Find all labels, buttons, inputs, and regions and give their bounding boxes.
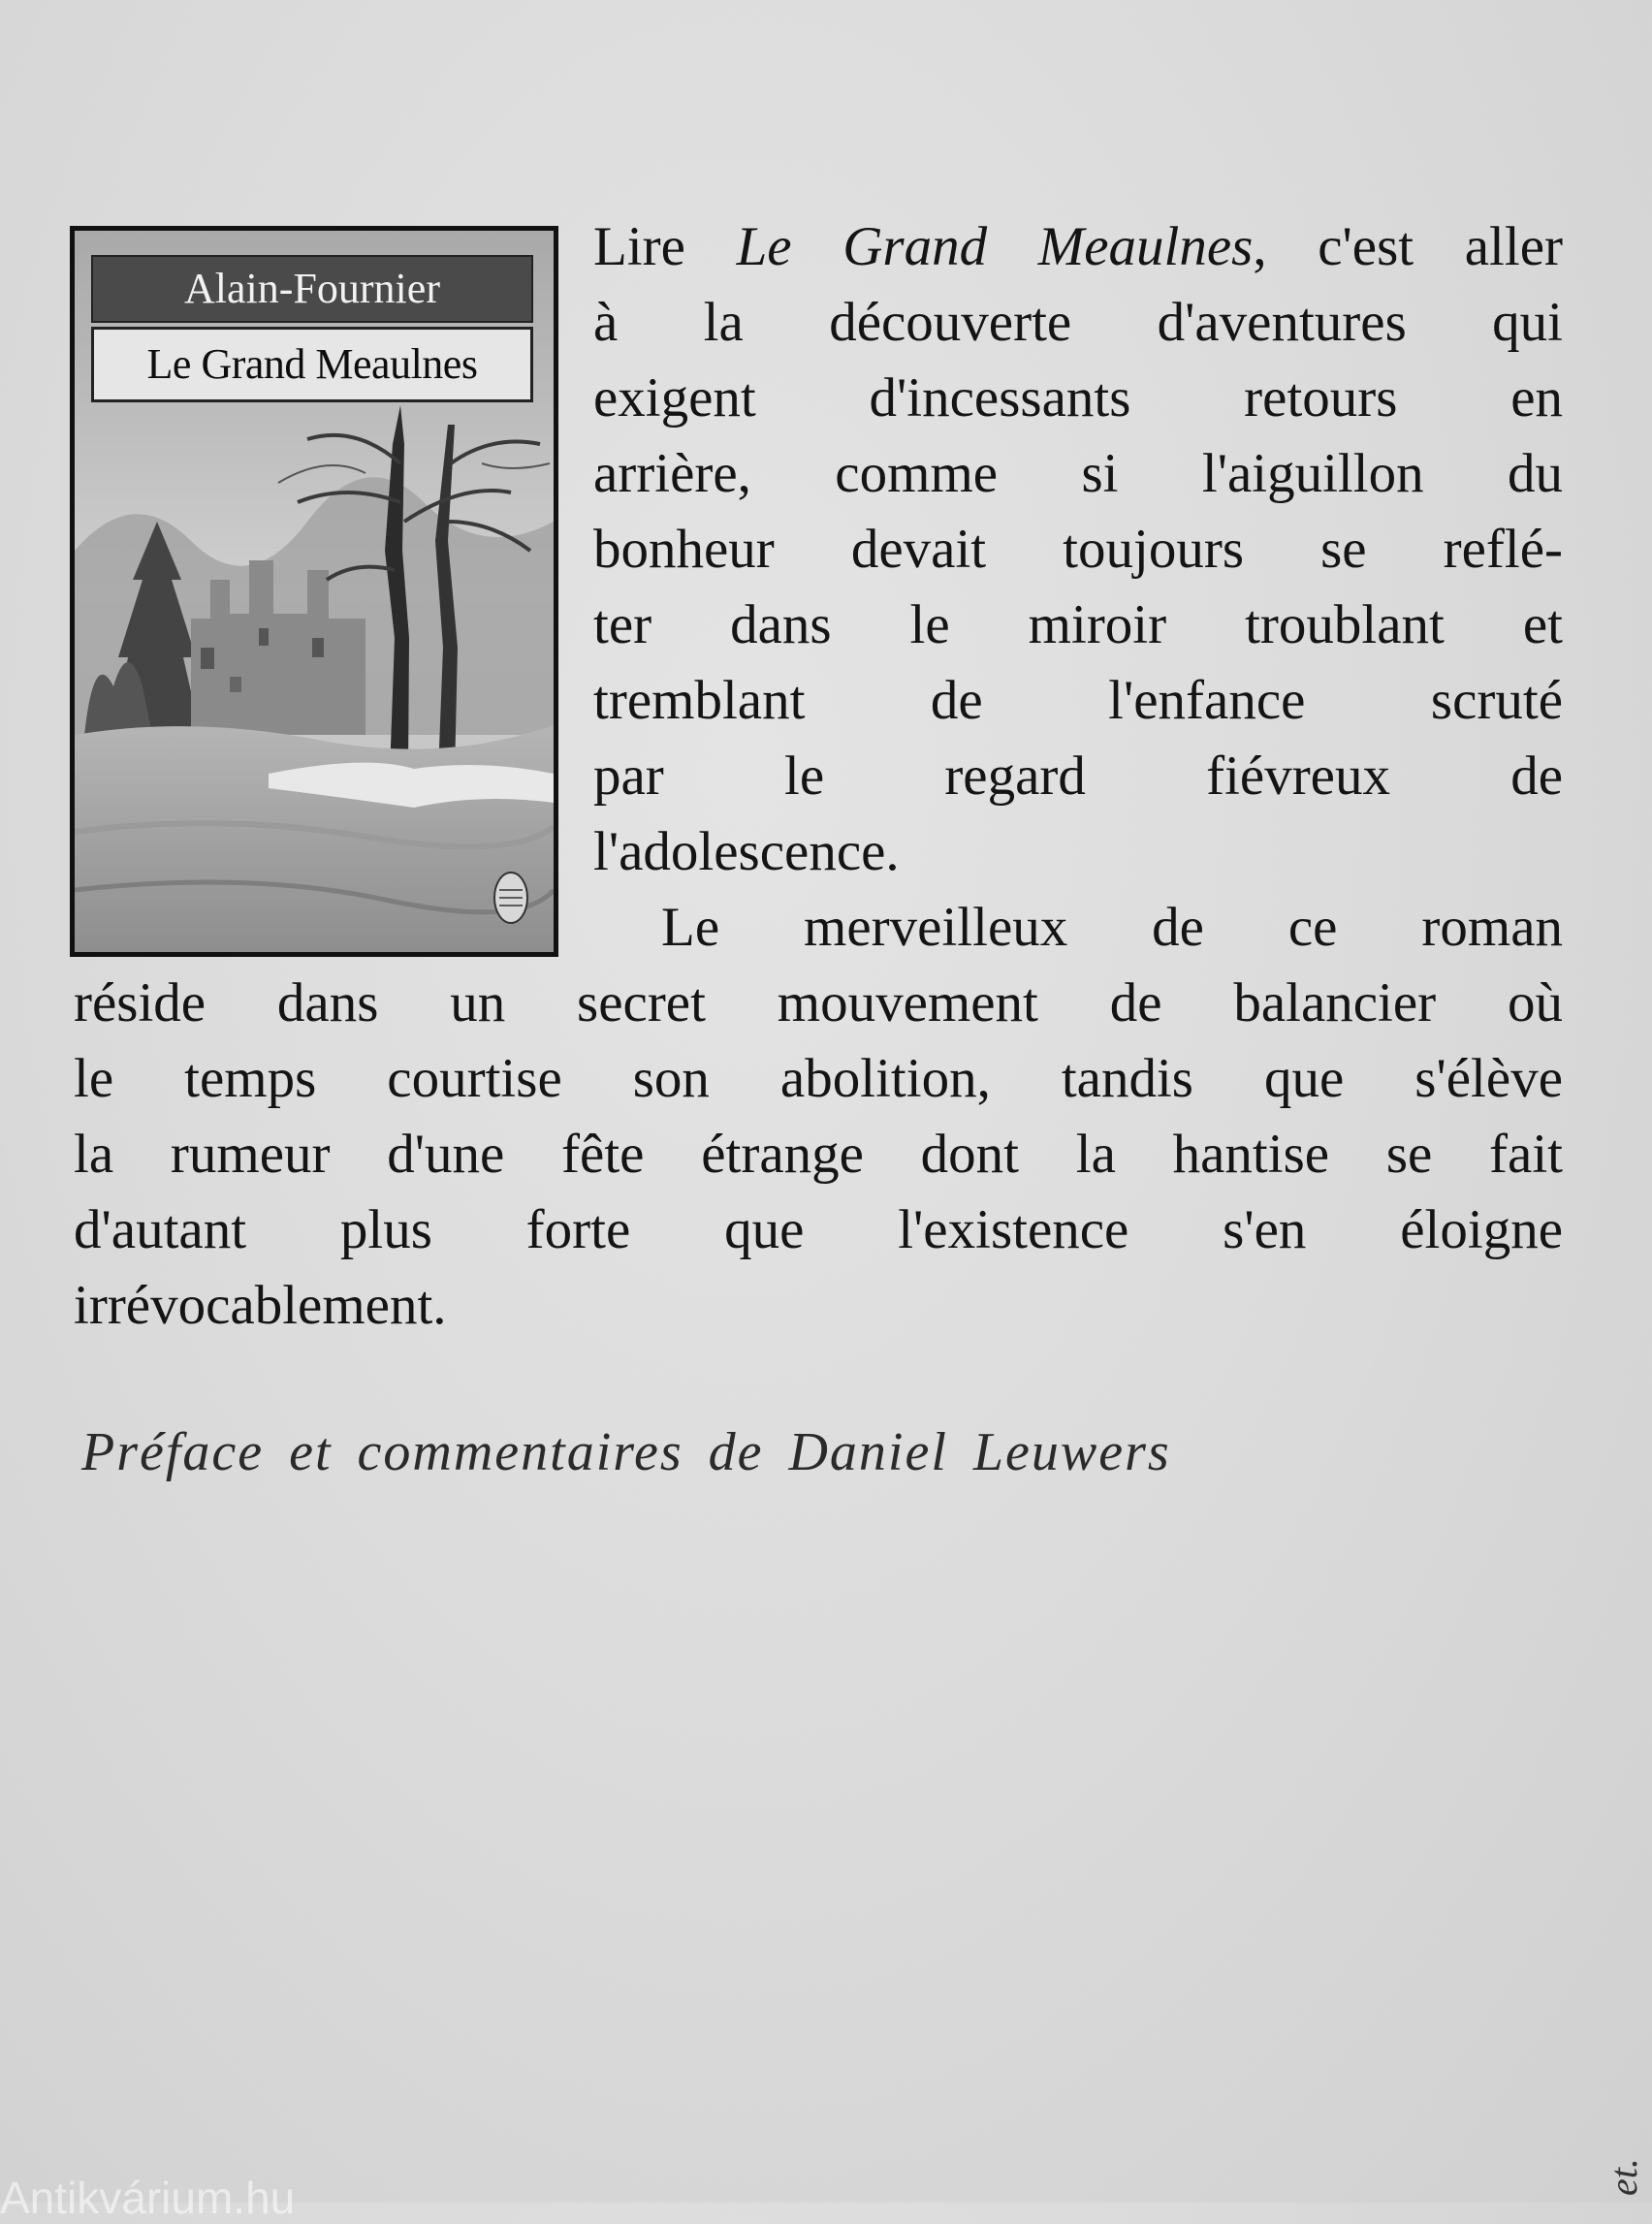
para1-line-7: tremblant de l'enfance scruté (593, 670, 1563, 731)
para1-line-4: arrière, comme si l'aiguillon du (593, 443, 1563, 504)
para2-line-2: réside dans un secret mouvement de balancier où (74, 972, 1563, 1033)
para2-line-1: Le merveilleux de ce roman (661, 897, 1563, 958)
para2-line-5: d'autant plus forte que l'existence s'en éloigne (74, 1199, 1563, 1260)
para1-line-6: ter dans le miroir troublant et (593, 594, 1563, 655)
para1-line-9: l'adolescence. (593, 821, 900, 882)
watermark: Antikvárium.hu (0, 2173, 296, 2223)
book-title-italic: Le Grand Meaulnes (736, 216, 1254, 277)
para2-line-6: irrévocablement. (74, 1275, 447, 1336)
para1-line-2: à la découverte d'aventures qui (593, 292, 1563, 353)
cover-author: Alain-Fournier (91, 255, 533, 323)
para1-line-8: par le regard fiévreux de (593, 746, 1563, 807)
para1-line-1: Lire Le Grand Meaulnes, c'est aller (593, 216, 1564, 277)
book-cover-image (70, 226, 558, 957)
livre-de-poche-logo-icon (492, 869, 530, 927)
cover-title: Le Grand Meaulnes (91, 327, 533, 402)
para2-line-4: la rumeur d'une fête étrange dont la hantise se fait (74, 1124, 1563, 1185)
para1-line-3: exigent d'incessants retours en (593, 367, 1563, 429)
preface-credit: Préface et commentaires de Daniel Leuwers (81, 1422, 1171, 1482)
para2-line-3: le temps courtise son abolition, tandis que s'élève (74, 1048, 1563, 1109)
edge-fragment-text: et. (1601, 2158, 1645, 2196)
para1-line-5: bonheur devait toujours se reflé- (593, 519, 1563, 580)
